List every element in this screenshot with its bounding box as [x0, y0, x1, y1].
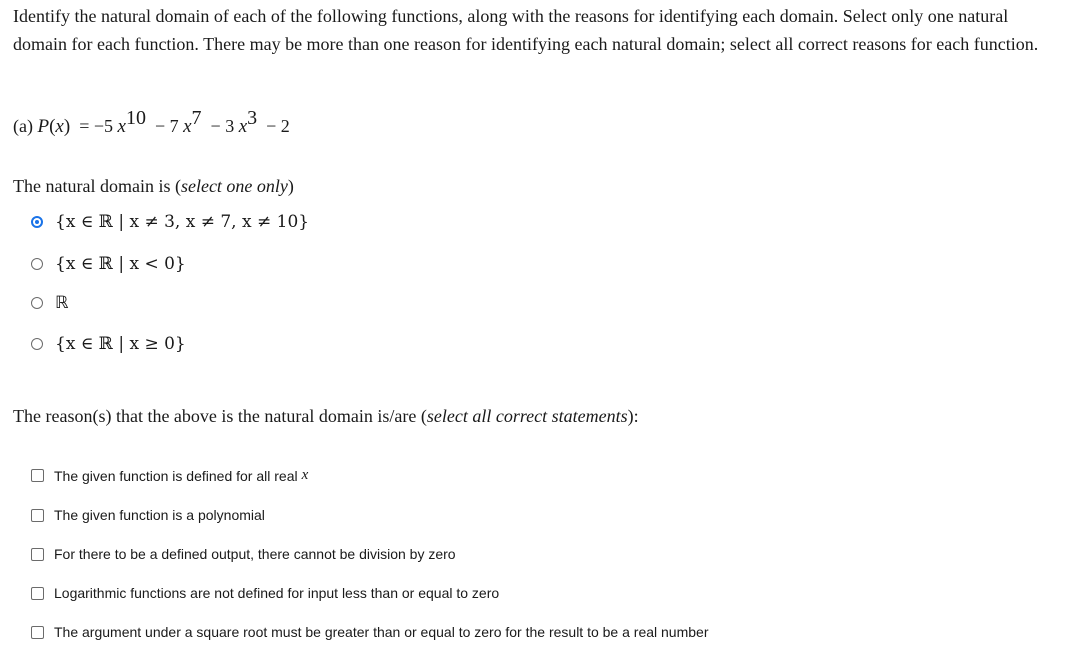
- reason-label: The given function is a polynomial: [54, 507, 265, 523]
- domain-option-4[interactable]: [31, 334, 186, 354]
- reason-label: Logarithmic functions are not defined for input less than or equal to zero: [54, 585, 500, 601]
- reasons-prompt-emphasis: select all correct statements: [426, 406, 628, 426]
- coef-3: 3: [225, 116, 235, 136]
- exp-1: 10: [125, 107, 146, 129]
- reason-option-4[interactable]: [31, 585, 499, 601]
- reasons-prompt: [13, 406, 639, 427]
- domain-prompt-emphasis: select one only: [180, 176, 288, 196]
- domain-option-label: {x ∈ ℝ | x < 0}: [55, 254, 186, 274]
- radio-icon[interactable]: [31, 297, 43, 309]
- reason-label: The argument under a square root must be greater than or equal to zero for the result to be a real number: [54, 624, 709, 640]
- checkbox-icon[interactable]: [31, 626, 44, 639]
- domain-option-label: {x ∈ ℝ | x ≠ 3, x ≠ 7, x ≠ 10}: [55, 212, 310, 232]
- function-definition: (a) P(x) = −5 $x^{10} - 7$ $x^7 - 3$ $x^3 - 2$: [13, 107, 290, 137]
- coef-1: 5: [104, 116, 113, 136]
- reason-option-2[interactable]: [31, 507, 265, 523]
- reasons-prompt-suffix: ):: [627, 406, 639, 426]
- reason-var: x: [301, 467, 309, 483]
- domain-option-label: {x ∈ ℝ | x ≥ 0}: [55, 334, 186, 354]
- checkbox-icon[interactable]: [31, 548, 44, 561]
- reason-option-5[interactable]: [31, 624, 709, 640]
- reason-label: For there to be a defined output, there cannot be division by zero: [54, 546, 456, 562]
- exp-2: 7: [191, 107, 202, 129]
- reason-option-3[interactable]: [31, 546, 456, 562]
- function-name: P: [37, 116, 50, 137]
- checkbox-icon[interactable]: [31, 587, 44, 600]
- radio-icon[interactable]: [31, 258, 43, 270]
- checkbox-icon[interactable]: [31, 509, 44, 522]
- reason-label: The given function is defined for all real: [54, 467, 298, 484]
- domain-option-label: ℝ: [55, 293, 69, 313]
- domain-prompt-prefix: The natural domain is (: [13, 176, 181, 196]
- domain-prompt-suffix: ): [287, 176, 294, 196]
- question-intro: Identify the natural domain of each of the following functions, along with the reasons for identifying each domain. Select only one natural domain for each function. There may be more than one reason for identifying each natural domain; select all correct reasons for each function.: [13, 6, 1039, 54]
- radio-selected-icon[interactable]: [31, 216, 43, 228]
- coef-2: 7: [169, 116, 179, 136]
- domain-prompt: [13, 176, 294, 197]
- domain-option-2[interactable]: [31, 254, 186, 274]
- reasons-prompt-prefix: The reason(s) that the above is the natural domain is/are (: [13, 406, 427, 426]
- radio-icon[interactable]: [31, 338, 43, 350]
- domain-option-1[interactable]: [31, 212, 309, 232]
- checkbox-icon[interactable]: [31, 469, 44, 482]
- function-var: x: [55, 116, 64, 137]
- exp-3: 3: [247, 107, 258, 129]
- part-label: (a): [13, 116, 33, 136]
- domain-option-3[interactable]: [31, 293, 68, 313]
- constant-term: 2: [280, 116, 290, 136]
- reason-option-1[interactable]: [31, 467, 308, 484]
